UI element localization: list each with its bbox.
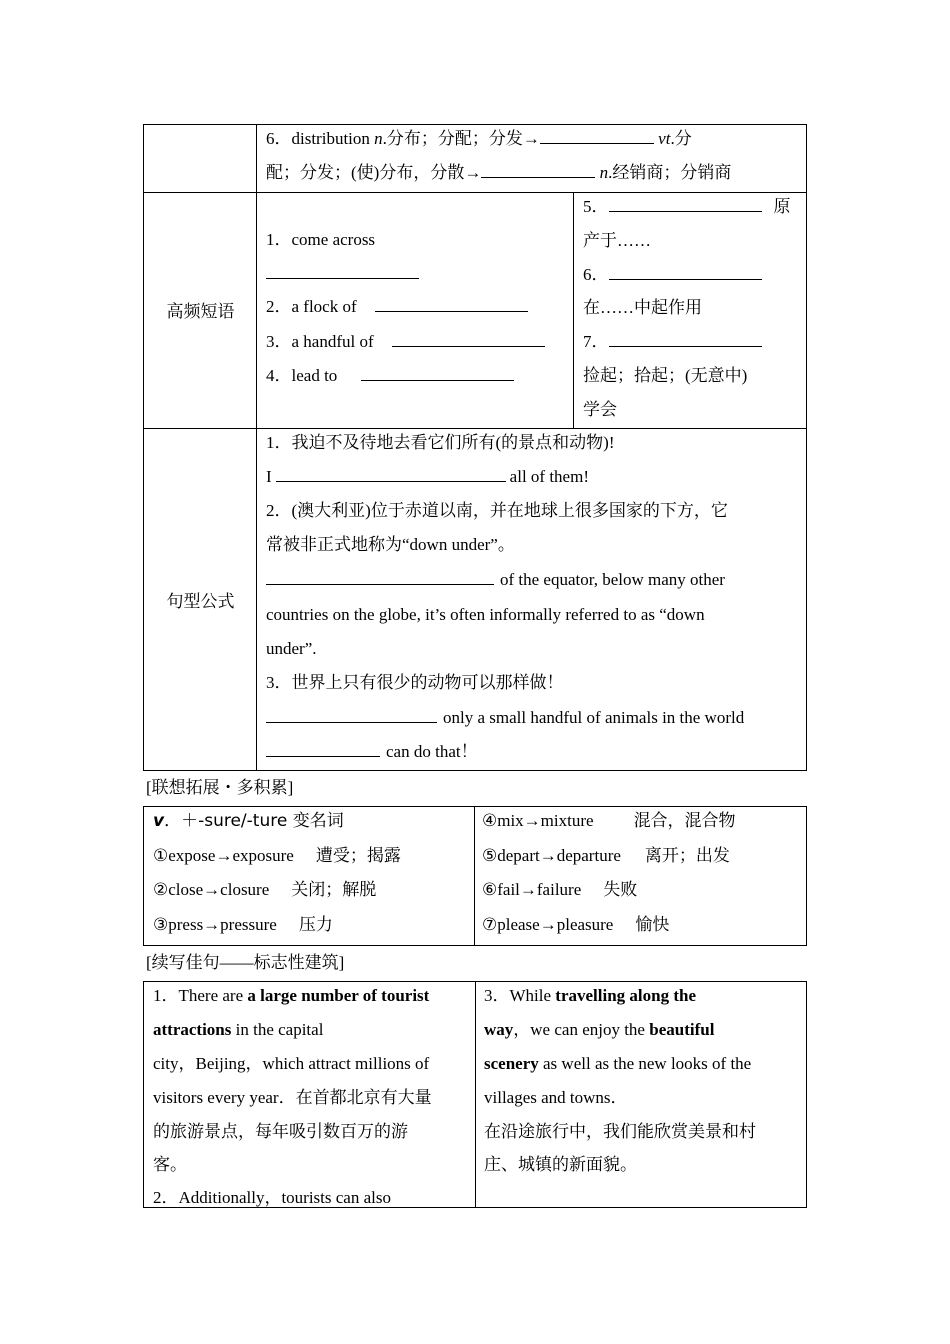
example-line: scenery as well as the new looks of the	[484, 1054, 752, 1073]
example-line: 2．Additionally，tourists can also	[153, 1188, 391, 1207]
phrases-label: 高频短语	[166, 302, 235, 322]
sentence-en: countries on the globe, it’s often informally referred to as “down	[266, 605, 705, 624]
column-divider	[475, 982, 476, 1207]
word-pair: ②close→closure 关闭；解脱	[153, 880, 377, 899]
phrase-meaning: 产于……	[583, 231, 651, 250]
suffix-table	[143, 806, 807, 946]
row-divider	[144, 192, 806, 193]
answer-blank[interactable]	[609, 332, 762, 347]
sentence-table	[143, 981, 807, 1208]
column-divider	[573, 192, 574, 428]
sentence-cn: 3．世界上只有很少的动物可以那样做！	[266, 673, 564, 692]
sentence-cn: 常被非正式地称为“down under”。	[266, 535, 515, 554]
phrase-meaning: 在……中起作用	[583, 298, 702, 317]
column-divider	[256, 125, 257, 770]
example-line: 在沿途旅行中，我们能欣赏美景和村	[484, 1122, 756, 1141]
word-pair: ⑦please→pleasure 愉快	[482, 915, 670, 934]
phrase-item: 6．	[583, 265, 762, 285]
suffix-header: v．＋-sure/-ture 变名词	[153, 811, 344, 831]
example-line: city，Beijing，which attract millions of	[153, 1054, 430, 1073]
example-line: attractions in the capital	[153, 1020, 324, 1039]
example-line: visitors every year．在首都北京有大量	[153, 1088, 432, 1107]
sentence-en: only a small handful of animals in the world	[266, 708, 744, 728]
example-line: villages and towns．	[484, 1088, 628, 1107]
section-title: [联想拓展・多积累]	[146, 778, 294, 797]
word-pair: ⑥fail→failure 失败	[482, 880, 638, 899]
phrase-item: 1．come across	[266, 230, 376, 249]
example-line: 1．There are a large number of tourist	[153, 986, 430, 1005]
answer-blank[interactable]	[266, 570, 494, 585]
distribution-line-2: 配；分发；(使)分布，分散→ n.经销商；分销商	[266, 163, 732, 182]
sentence-cn: 2．(澳大利亚)位于赤道以南，并在地球上很多国家的下方，它	[266, 501, 728, 520]
phrase-item: 2．a flock of	[266, 297, 528, 317]
word-pair: ④mix→mixture 混合，混合物	[482, 811, 736, 830]
phrase-item: 5． 原	[583, 197, 791, 216]
vocab-table	[143, 124, 807, 771]
sentence-en: I all of them!	[266, 467, 589, 486]
sentences-label: 句型公式	[166, 592, 235, 612]
answer-blank[interactable]	[375, 297, 528, 312]
sentence-en: under”.	[266, 639, 317, 658]
phrase-item: 4．lead to	[266, 366, 514, 386]
phrase-meaning: 捡起；拾起；(无意中)	[583, 366, 748, 385]
word-pair: ①expose→exposure 遭受；揭露	[153, 846, 401, 865]
example-line: way，we can enjoy the beautiful	[484, 1020, 715, 1039]
sentence-en: can do that！	[266, 742, 478, 762]
phrase-item: 7．	[583, 332, 762, 352]
answer-blank[interactable]	[540, 129, 654, 144]
example-line: 的旅游景点，每年吸引数百万的游	[153, 1122, 408, 1141]
phrase-meaning: 学会	[583, 400, 617, 419]
answer-blank[interactable]	[276, 467, 506, 482]
answer-blank[interactable]	[266, 278, 419, 279]
sentence-en: of the equator, below many other	[266, 570, 725, 590]
answer-blank[interactable]	[266, 708, 437, 723]
row-divider	[144, 428, 806, 429]
answer-blank[interactable]	[609, 265, 762, 280]
answer-blank[interactable]	[361, 366, 514, 381]
phrase-item: 3．a handful of	[266, 332, 545, 352]
column-divider	[474, 807, 475, 945]
answer-blank[interactable]	[609, 197, 762, 212]
distribution-line-1: 6．distribution n.分布；分配；分发→ vt.分	[266, 129, 692, 148]
example-line: 客。	[153, 1155, 187, 1174]
answer-blank[interactable]	[392, 332, 545, 347]
example-line: 庄、城镇的新面貌。	[484, 1155, 637, 1174]
section-title: [续写佳句——标志性建筑]	[146, 953, 345, 972]
word-pair: ⑤depart→departure 离开；出发	[482, 846, 730, 865]
answer-blank[interactable]	[481, 163, 595, 178]
answer-blank[interactable]	[266, 742, 380, 757]
example-line: 3．While travelling along the	[484, 986, 697, 1005]
sentence-cn: 1．我迫不及待地去看它们所有(的景点和动物)!	[266, 433, 615, 452]
word-pair: ③press→pressure 压力	[153, 915, 333, 934]
